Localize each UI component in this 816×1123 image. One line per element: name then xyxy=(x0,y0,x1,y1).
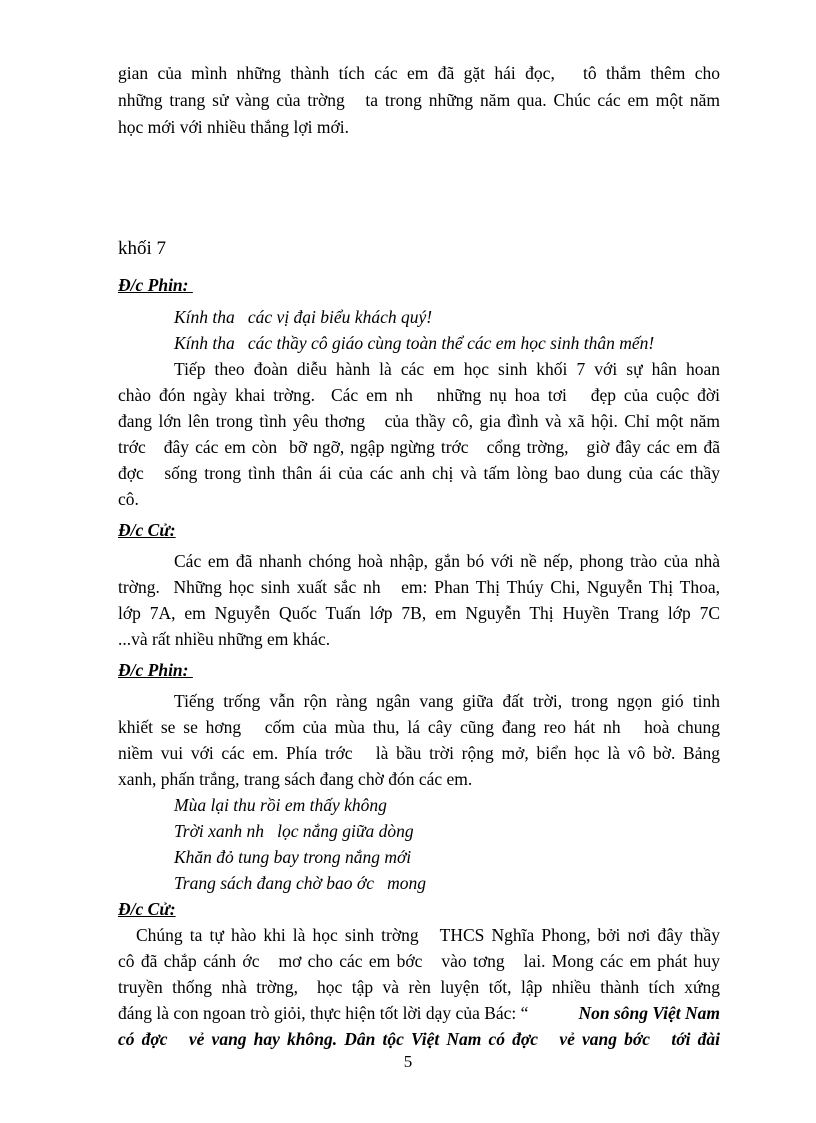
poem-line: Trời xanh nh lọc nắng giữa dòng xyxy=(174,821,414,841)
text-line: những trang sử vàng của trờng ta trong những năm qua. Chúc các em một năm xyxy=(118,90,720,110)
speaker-label: Đ/c Cử: xyxy=(118,899,176,919)
text-line: Chúng ta tự hào khi là học sinh trờng THCS Nghĩa Phong, bởi nơi đây thầy xyxy=(136,925,720,945)
text-line xyxy=(118,1000,528,1026)
text-line: xanh, phấn trắng, trang sách đang chờ đón các em. xyxy=(118,769,473,789)
text-line: khiết se se hơng cốm của mùa thu, lá cây cũng đang reo hát nh hoà chung xyxy=(118,717,720,737)
text-line: cô đã chắp cánh ớc mơ cho các em bớc vào tơng lai. Mong các em phát huy xyxy=(118,951,720,971)
text-line: đợc sống trong tình thân ái của các anh chị và tấm lòng bao dung của các thầy xyxy=(118,463,720,483)
text-line: ...và rất nhiều những em khác. xyxy=(118,629,331,649)
text-line: truyền thống nhà trờng, học tập và rèn luyện tốt, lập nhiều thành tích xứng xyxy=(118,977,720,997)
text-span: đáng là con ngoan trò giỏi, thực hiện tốt lời dạy của Bác: “ xyxy=(118,1003,529,1023)
text-line: niềm vui với các em. Phía trớc là bầu trời rộng mở, biển học là vô bờ. Bảng xyxy=(118,743,720,763)
greeting-line: Kính tha các vị đại biểu khách quý! xyxy=(174,307,433,327)
text-line: cô. xyxy=(118,489,139,509)
speaker-label: Đ/c Phin: xyxy=(118,660,193,680)
text-line: lớp 7A, em Nguyễn Quốc Tuấn lớp 7B, em Nguyễn Thị Huyền Trang lớp 7C xyxy=(118,603,720,623)
text-line: học mới với nhiều thắng lợi mới. xyxy=(118,117,349,137)
text-line: Các em đã nhanh chóng hoà nhập, gắn bó với nề nếp, phong trào của nhà xyxy=(174,551,720,571)
text-line: Tiếp theo đoàn diễu hành là các em học sinh khối 7 với sự hân hoan xyxy=(174,359,720,379)
text-line: chào đón ngày khai trờng. Các em nh những nụ hoa tơi đẹp của cuộc đời xyxy=(118,385,720,405)
greeting-line: Kính tha các thầy cô giáo cùng toàn thể các em học sinh thân mến! xyxy=(174,333,655,353)
speaker-label: Đ/c Phin: xyxy=(118,275,193,295)
text-line: gian của mình những thành tích các em đã gặt hái đọc, tô thắm thêm cho xyxy=(118,63,720,83)
text-line: đang lớn lên trong tình yêu thơng của thầy cô, gia đình và xã hội. Chỉ một năm xyxy=(118,411,720,431)
poem-line: Khăn đỏ tung bay trong nắng mới xyxy=(174,847,412,867)
text-line: trờng. Những học sinh xuất sắc nh em: Phan Thị Thúy Chi, Nguyễn Thị Thoa, xyxy=(118,577,720,597)
poem-line: Trang sách đang chờ bao ớc mong xyxy=(174,873,427,893)
quote-text: có đợc vẻ vang hay không. Dân tộc Việt Nam có đợc vẻ vang bớc tới đài xyxy=(118,1029,720,1049)
section-title: khối 7 xyxy=(118,238,167,259)
poem-line: Mùa lại thu rồi em thấy không xyxy=(174,795,387,815)
speaker-label: Đ/c Cử: xyxy=(118,520,176,540)
page-number: 5 xyxy=(403,1052,413,1071)
text-line: Tiếng trống vẫn rộn ràng ngân vang giữa đất trời, trong ngọn gió tinh xyxy=(174,691,720,711)
quote-text: Non sông Việt Nam xyxy=(578,1003,720,1023)
text-line: trớc đây các em còn bỡ ngỡ, ngập ngừng trớc cổng trờng, giờ đây các em đã xyxy=(118,437,720,457)
